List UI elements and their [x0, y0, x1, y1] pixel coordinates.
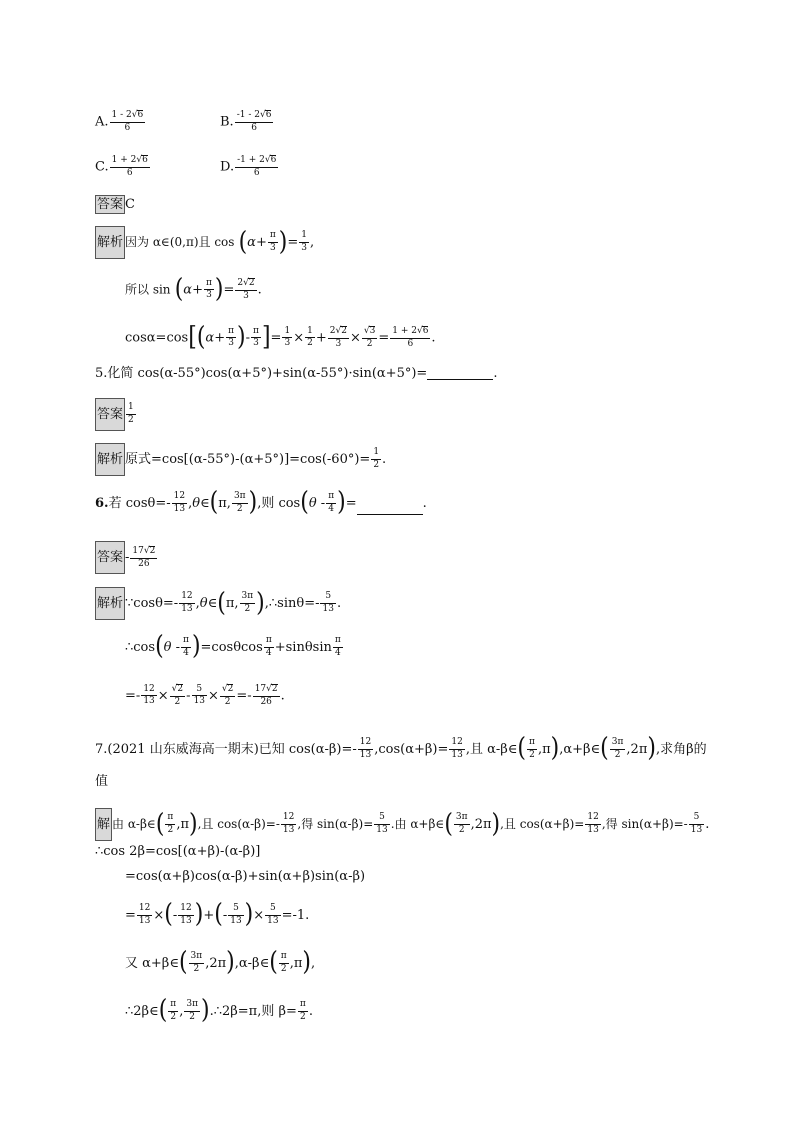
q7-solution-line3: =cos(α+β)cos(α-β)+sin(α+β)sin(α-β)	[125, 869, 366, 884]
q7-solution-line6: ∴2β∈( $\frac{\pi}{2}$ , $\frac{3\pi}{2}$ ).∴2β=π,则 β= $\frac{\pi}{2}$ .	[125, 995, 313, 1026]
analysis-tag: 解析	[95, 443, 125, 476]
answer-blank	[427, 367, 493, 380]
answer-blank	[357, 502, 423, 515]
q6-analysis-line3: =- $\frac{12}{13}$ × $\frac{√2}{2}$ - $\frac{5}{13}$ × $\frac{√2}{2}$ =- $\frac{17√2}{26}$ .	[125, 683, 285, 707]
q7-stem-tail: 值	[95, 774, 109, 789]
fraction: $\frac{-1 - 2√6}{6}$	[236, 110, 272, 133]
q7-stem: 7.(2021 山东威海高一期末)已知 cos(α-β)=- $\frac{12}{13}$ ,cos(α+β)= $\frac{12}{13}$ ,且 α-β∈( $\frac{\pi}{2}$ ,π),α+β∈( $\frac{3\pi}{2}$ ,2π),求角β的	[95, 733, 707, 764]
analysis-tag: 解析	[95, 226, 125, 259]
q5-stem: 5.化简 cos(α-55°)cos(α+5°)+sin(α-55°)·sin(α+5°)= .	[95, 366, 498, 381]
q5-analysis: 解析 原式=cos[(α-55°)-(α+5°)]=cos(-60°)= $\frac{1}{2}$ .	[95, 443, 386, 476]
fraction: $\frac{1 - 2√6}{6}$	[111, 110, 144, 133]
q4-analysis-line1: 解析 因为 α∈(0,π)且 cos (α+ $\frac{\pi}{3}$ )= $\frac{1}{3}$ ,	[95, 226, 314, 259]
answer-tag: 答案	[95, 398, 125, 431]
q5-answer: 答案 $\frac{1}{2}$	[95, 398, 137, 431]
q7-solution-line5: 又 α+β∈( $\frac{3\pi}{2}$ ,2π),α-β∈( $\frac{\pi}{2}$ ,π),	[125, 947, 316, 978]
analysis-tag: 解析	[95, 587, 125, 620]
solution-tag: 解	[95, 808, 112, 841]
q7-solution-line4: = $\frac{12}{13}$ ×(- $\frac{12}{13}$ )+(- $\frac{5}{13}$ )× $\frac{5}{13}$ =-1.	[125, 899, 310, 930]
option-a: A. $\frac{1 - 2√6}{6}$	[95, 110, 144, 133]
q4-analysis-line2: 所以 sin (α+ $\frac{\pi}{3}$ )= $\frac{2√2}{3}$ .	[125, 274, 262, 305]
q4-analysis-line3: cosα=cos[(α+ $\frac{\pi}{3}$ )- $\frac{\pi}{3}$ ]= $\frac{1}{3}$ × $\frac{1}{2}$ + $\frac{2√2}{3}$ × $\frac{√3}{2}$ = $\frac{1 + 2√6}{6}$ .	[125, 322, 436, 353]
q7-solution-line2: ∴cos 2β=cos[(α+β)-(α-β)]	[95, 844, 261, 859]
q6-analysis-line2: ∴cos(θ - $\frac{\pi}{4}$ )=cosθcos $\frac{\pi}{4}$ +sinθsin $\frac{\pi}{4}$	[125, 631, 341, 662]
answer-tag: 答案	[95, 541, 125, 574]
fraction: $\frac{1 + 2√6}{6}$	[111, 155, 148, 178]
q7-solution-line1: 解 由 α-β∈( $\frac{\pi}{2}$ ,π),且 cos(α-β)=- $\frac{12}{13}$ ,得 sin(α-β)= $\frac{5}{13}$ .由 α+β∈( $\frac{3\pi}{2}$ ,2π),且 cos(α+β)= $\frac{12}{13}$ ,得 sin(α+β)=- $\frac{5}{13}$ .	[95, 808, 709, 841]
q4-answer: 答案 C	[97, 197, 135, 212]
fraction: $\frac{-1 + 2√6}{6}$	[237, 155, 277, 178]
answer-tag: 答案	[97, 197, 124, 212]
q6-analysis-line1: 解析 ∵cosθ=- $\frac{12}{13}$ ,θ∈(π, $\frac{3\pi}{2}$ ),∴sinθ=- $\frac{5}{13}$ .	[95, 587, 341, 620]
option-d: D. $\frac{-1 + 2√6}{6}$	[220, 155, 277, 178]
q6-answer: 答案 - $\frac{17√2}{26}$	[95, 541, 158, 574]
option-b: B. $\frac{-1 - 2√6}{6}$	[220, 110, 272, 133]
option-c: C. $\frac{1 + 2√6}{6}$	[95, 155, 148, 178]
q6-stem: 6.若 cosθ=- $\frac{12}{13}$ ,θ∈(π, $\frac{3\pi}{2}$ ),则 cos(θ - $\frac{\pi}{4}$ )= .	[95, 487, 427, 518]
